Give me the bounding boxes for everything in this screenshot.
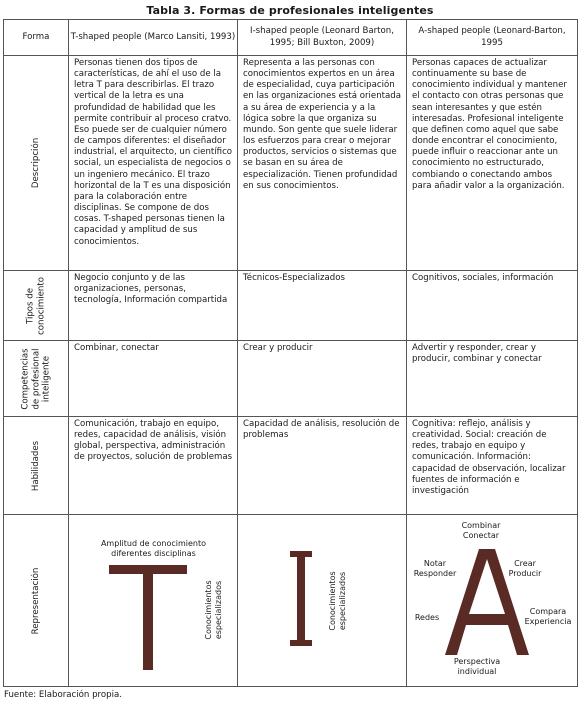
- row-label-representacion: [4, 515, 69, 687]
- row-label-text: [26, 277, 47, 335]
- t-letter-shape: [109, 565, 189, 670]
- t-top-label-line: diferentes disciplinas: [111, 549, 196, 558]
- header-a-shaped: A-shaped people (Leonard-Barton, 1995: [407, 20, 578, 56]
- row-label-line: conocimiento: [36, 276, 46, 335]
- cell-tipos-a: Cognitivos, sociales, información: [412, 273, 554, 283]
- row-label-line: de profesional: [30, 347, 41, 410]
- t-top-label-line: Amplitud de conocimiento: [100, 539, 207, 548]
- a-label-producir: Producir: [508, 569, 542, 578]
- t-side-label: [204, 575, 224, 645]
- row-label-competencias: [4, 341, 69, 417]
- table-caption: Tabla 3. Formas de profesionales inteligentes: [146, 4, 434, 17]
- t-top-label: [69, 539, 238, 559]
- cell-descripcion-i: Representa a las personas con conocimientos expertos en un área de especialidad, cuya participación en las organizaciones está orientada a su área de experiencia y a la lógica sobre la que organiza su mundo. Son gente que suele liderar los esfuerzos para crear o mejorar productos, servicios o sistemas que se basan en su área de especialización. Tienen profundidad en sus conocimientos.: [243, 58, 402, 191]
- i-letter-shape: [288, 551, 318, 646]
- a-label-redes: Redes: [414, 613, 440, 622]
- cell-representacion-a: [407, 515, 578, 687]
- a-label-individual: individual: [457, 667, 497, 676]
- a-label-perspectiva: Perspectiva: [453, 657, 501, 666]
- cell-competencias-t: Combinar, conectar: [74, 343, 159, 353]
- header-t-shaped: T-shaped people (Marco Lansiti, 1993): [69, 20, 238, 56]
- row-label-text: Descripción: [30, 137, 41, 189]
- row-descripcion: [4, 56, 578, 271]
- t-side-label-line: Conocimientos: [204, 580, 213, 640]
- cell-descripcion-a: Personas capaces de actualizar continuamente su base de conocimiento individual y mantener el contacto con otras personas que sean interesantes y que estén interesadas. Profesional inteligente que definen como aquel que sabe donde encontrar el conocimiento, puede influir o reaccionar ante un conocimiento no estructurado, combiando o conectando ambos para añadir valor a la organización.: [412, 58, 567, 191]
- a-label-compara: Compara: [529, 607, 567, 616]
- row-label-line: Competencias: [20, 347, 31, 410]
- row-label-text: Habilidades: [30, 440, 41, 491]
- cell-habilidades-t: Comunicación, trabajo en equipo, redes, capacidad de análisis, visión global, perspectiva, administración de proyectos, solución de problemas: [74, 419, 233, 463]
- cell-habilidades-a: Cognitiva: reflejo, análisis y creatividad. Social: creación de redes, trabajo en equipo y comunicación. Información: capacidad de observación, localizar fuentes de información e investigación: [412, 419, 566, 496]
- header-i-shaped: I-shaped people (Leonard Barton, 1995; Bill Buxton, 2009): [238, 20, 407, 56]
- row-label-line: inteligente: [41, 355, 52, 402]
- cell-representacion-i: [238, 515, 407, 687]
- i-side-label-line: Conocimientos: [328, 571, 337, 631]
- a-label-experiencia: Experiencia: [524, 617, 572, 626]
- t-side-label-line: especializados: [214, 580, 223, 640]
- a-label-crear: Crear: [514, 559, 536, 568]
- cell-tipos-i: Técnicos-Especializados: [243, 273, 345, 283]
- row-label-habilidades: [4, 417, 69, 515]
- cell-descripcion-t: Personas tienen dos tipos de características, de ahí el uso de la letra T para describirlas. El trazo vertical de la letra es una profundidad de habilidad que les permite contribuir al proceso cratvo. Eso puede ser de cualquier número de campos diferentes: el diseñador industrial, el arquitecto, un científico social, un especialista de negocios o un ingeniero mecánico. El trazo horizontal de la T es una disposición para la colaboración entre disciplinas. Se compone de dos cosas. T-shaped personas tienen la capacidad y amplitud de sus conocimientos.: [74, 58, 233, 247]
- row-label-descripcion: [4, 56, 69, 271]
- cell-competencias-a: Advertir y responder, crear y producir, combinar y conectar: [412, 343, 542, 365]
- cell-representacion-t: [69, 515, 238, 687]
- a-label-notar: Notar: [423, 559, 447, 568]
- row-tipos: [4, 271, 578, 341]
- a-label-bottom: [447, 657, 507, 677]
- row-competencias: [4, 341, 578, 417]
- a-letter-shape: [445, 549, 529, 655]
- row-label-text: [20, 348, 52, 409]
- a-label-responder: Responder: [413, 569, 457, 578]
- i-side-label: [328, 566, 348, 636]
- a-label-combinar: Combinar: [461, 521, 501, 530]
- row-label-line: Tipos de: [25, 287, 36, 324]
- i-side-label-line: especializados: [338, 571, 347, 631]
- row-label-tipos: [4, 271, 69, 341]
- a-label-conectar: Conectar: [462, 531, 500, 540]
- a-label-top: [451, 521, 511, 541]
- cell-habilidades-i: Capacidad de análisis, resolución de problemas: [243, 419, 400, 441]
- cell-tipos-t: Negocio conjunto y de las organizaciones, personas, tecnología, Información compartida: [74, 273, 228, 306]
- header-row: [4, 20, 578, 56]
- row-representacion: [4, 515, 578, 687]
- row-label-text: Representación: [30, 567, 41, 634]
- cell-competencias-i: Crear y producir: [243, 343, 313, 353]
- header-forma: Forma: [4, 20, 69, 56]
- row-habilidades: [4, 417, 578, 515]
- professionals-table: [3, 19, 578, 687]
- source-note: Fuente: Elaboración propia.: [4, 690, 122, 700]
